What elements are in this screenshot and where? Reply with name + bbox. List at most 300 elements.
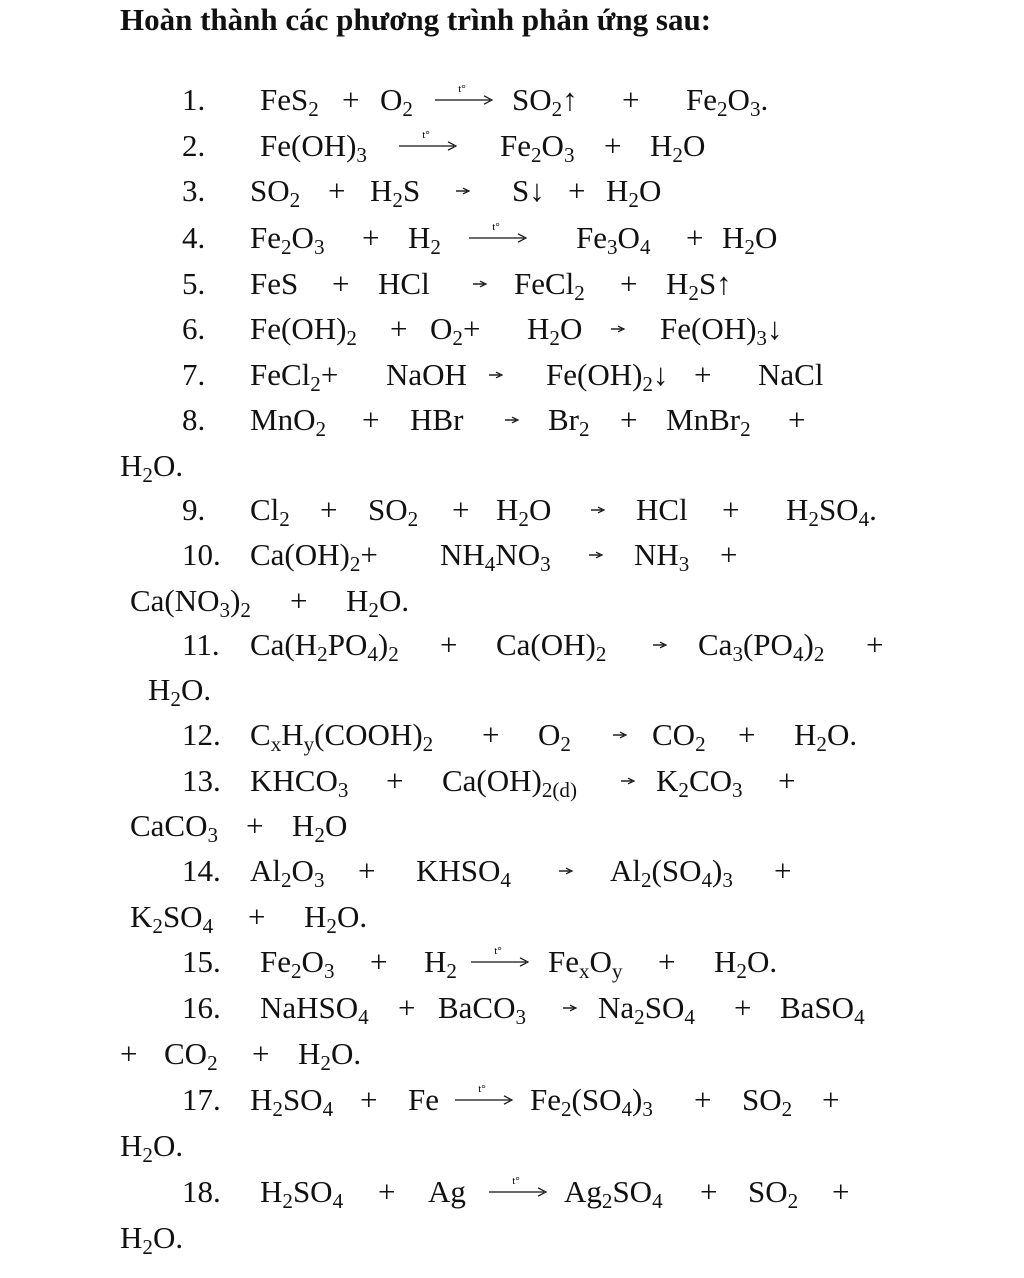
- subscript: 2: [744, 234, 755, 259]
- page-title: Hoàn thành các phương trình phản ứng sau:: [120, 2, 712, 37]
- plus-sign: [622, 80, 639, 120]
- formula: [250, 264, 298, 304]
- formula-part: HCl: [636, 492, 688, 527]
- subscript: 4: [684, 1004, 695, 1029]
- formula-part: K: [130, 899, 153, 934]
- formula-part: +: [332, 266, 350, 301]
- formula-part: Al: [250, 853, 281, 888]
- formula: [666, 264, 732, 304]
- formula-part: +: [290, 583, 308, 618]
- formula-part: ): [632, 1082, 643, 1117]
- arrow-icon: [504, 400, 520, 440]
- formula: [408, 1080, 439, 1120]
- subscript: 2: [272, 1096, 283, 1121]
- formula-part: SO: [282, 1082, 323, 1117]
- subscript: 2: [142, 462, 153, 487]
- formula-part: SO: [818, 492, 859, 527]
- subscript: 2: [816, 731, 827, 756]
- equation-row: [0, 761, 1000, 801]
- formula-part: +: [378, 1174, 396, 1209]
- subscript: 3: [563, 142, 575, 167]
- subscript: 3: [722, 867, 733, 892]
- equation-row: [0, 126, 1000, 166]
- formula: [250, 851, 324, 891]
- formula: [424, 942, 457, 982]
- formula: [380, 80, 413, 120]
- heat-label: t°: [494, 945, 502, 957]
- formula: [634, 535, 689, 575]
- reaction-arrow-heat: [454, 1080, 514, 1120]
- equation-row: [0, 1172, 1000, 1212]
- subscript: 4: [500, 867, 511, 892]
- plus-sign: [832, 1172, 849, 1212]
- subscript: 2: [551, 96, 563, 121]
- formula-part: Ca: [698, 627, 733, 662]
- arrow-icon: [558, 851, 574, 891]
- formula-part: H: [304, 899, 327, 934]
- formula: [527, 309, 582, 349]
- subscript: 2: [317, 641, 328, 666]
- subscript: 4: [484, 551, 496, 576]
- equation-continuation: [0, 806, 1000, 846]
- formula-part: +: [248, 899, 266, 934]
- subscript: 3: [749, 96, 761, 121]
- formula-part: Ca(OH): [442, 763, 542, 798]
- plus-sign: [440, 625, 457, 665]
- formula-part: +: [622, 82, 640, 117]
- formula-part: +: [720, 537, 738, 572]
- formula-part: O: [541, 128, 564, 163]
- plus-sign: [686, 218, 703, 258]
- subscript: 2: [349, 551, 361, 576]
- formula-part: +: [120, 1036, 138, 1071]
- reaction-arrow: [620, 761, 636, 801]
- formula: [650, 126, 705, 166]
- heat-label: t°: [478, 1083, 486, 1095]
- subscript: 2: [388, 641, 399, 666]
- plus-sign: [700, 1172, 717, 1212]
- formula: [794, 715, 857, 755]
- heat-label: t°: [458, 83, 466, 95]
- formula-part: Ca(OH): [496, 627, 596, 662]
- formula-part: Cl: [250, 492, 280, 527]
- formula-part: +: [342, 82, 360, 117]
- formula-part: H: [260, 1174, 283, 1209]
- formula-part: S↓: [512, 173, 545, 208]
- equation-row: [0, 400, 1000, 440]
- subscript: 2: [781, 1096, 793, 1121]
- plus-sign: [738, 715, 755, 755]
- subscript: 2: [672, 142, 683, 167]
- formula: [530, 1080, 653, 1120]
- formula-part: +: [246, 808, 264, 843]
- formula-part: S: [402, 173, 421, 208]
- formula-part: Ag: [428, 1174, 466, 1209]
- formula-part: O: [291, 853, 314, 888]
- formula-part: Fe(OH): [260, 128, 357, 163]
- formula-part: SO: [644, 990, 685, 1025]
- formula: [292, 806, 347, 846]
- formula-part: H: [120, 448, 143, 483]
- formula-part: +: [788, 402, 806, 437]
- formula-part: H: [250, 1082, 273, 1117]
- formula-part: O.: [152, 1128, 184, 1163]
- formula-part: O.: [746, 944, 778, 979]
- subscript: 4: [652, 1188, 663, 1213]
- formula-part: Ca(OH): [250, 537, 350, 572]
- formula: [512, 80, 578, 120]
- formula-part: FeS: [250, 266, 299, 301]
- formula: [120, 1218, 183, 1258]
- formula: [250, 218, 324, 258]
- subscript: 2: [281, 867, 292, 892]
- formula-part: H: [666, 266, 689, 301]
- subscript: 3: [732, 641, 743, 666]
- formula-part: Fe(OH): [660, 311, 757, 346]
- formula-part: HCl: [378, 266, 430, 301]
- formula-part: +: [482, 717, 500, 752]
- formula: [368, 490, 418, 530]
- subscript: 2: [279, 506, 290, 531]
- formula: [130, 897, 213, 937]
- arrow-icon: [588, 535, 604, 575]
- formula-part: +: [778, 763, 796, 798]
- subscript: 3: [219, 597, 231, 622]
- plus-sign: [252, 1034, 269, 1074]
- formula: [576, 218, 650, 258]
- subscript: x: [270, 731, 282, 756]
- formula: [714, 942, 777, 982]
- subscript: 2: [560, 731, 571, 756]
- formula-part: NaOH: [386, 357, 467, 392]
- plus-sign: [788, 400, 805, 440]
- subscript: 2: [574, 280, 585, 305]
- subscript: x: [579, 958, 590, 983]
- reaction-arrow: [558, 851, 574, 891]
- formula-part: O: [291, 220, 314, 255]
- formula-part: O: [617, 220, 640, 255]
- formula: [250, 490, 290, 530]
- formula: [408, 218, 441, 258]
- formula: [742, 1080, 792, 1120]
- arrow-icon: [590, 490, 606, 530]
- formula-part: +: [398, 990, 416, 1025]
- arrow-icon: [470, 942, 530, 982]
- subscript: 2: [531, 142, 542, 167]
- formula-part: +: [738, 717, 756, 752]
- equation-row: [0, 851, 1000, 891]
- formula-part: BaSO: [780, 990, 855, 1025]
- formula-part: +: [774, 853, 792, 888]
- plus-sign: [358, 851, 375, 891]
- formula: [260, 988, 369, 1028]
- formula-part: O: [727, 82, 750, 117]
- formula-part: C: [250, 717, 271, 752]
- formula: [428, 1172, 466, 1212]
- formula-part: SO: [512, 82, 552, 117]
- subscript: 4: [202, 913, 214, 938]
- plus-sign: [778, 761, 795, 801]
- subscript: 2: [281, 234, 292, 259]
- plus-sign: [620, 400, 637, 440]
- equation-number: 16.: [182, 990, 221, 1025]
- formula: [120, 446, 183, 486]
- formula: [686, 80, 768, 120]
- formula: [438, 988, 526, 1028]
- subscript: 3: [323, 958, 335, 983]
- plus-sign: [694, 355, 711, 395]
- formula: [370, 171, 420, 211]
- equation-continuation: [0, 581, 1000, 621]
- formula-part: +: [822, 1082, 840, 1117]
- subscript: 4: [621, 1096, 633, 1121]
- formula: [250, 355, 338, 395]
- formula-part: SO: [250, 173, 290, 208]
- formula-part: O: [301, 944, 324, 979]
- formula-part: (SO: [651, 853, 702, 888]
- formula-part: Fe: [686, 82, 717, 117]
- subscript: 2: [579, 416, 590, 441]
- formula-part: +: [866, 627, 884, 662]
- formula: [250, 400, 326, 440]
- formula: [260, 942, 334, 982]
- subscript: 4: [322, 1096, 334, 1121]
- plus-sign: [370, 942, 387, 982]
- subscript: 3: [540, 551, 551, 576]
- reaction-arrow: [504, 400, 520, 440]
- subscript: 3: [337, 777, 349, 802]
- formula-part: Fe(OH): [250, 311, 347, 346]
- plus-sign: [248, 897, 265, 937]
- plus-sign: [290, 581, 307, 621]
- formula: [250, 715, 433, 755]
- subscript: 4: [858, 506, 870, 531]
- formula-part: FeS: [260, 82, 309, 117]
- arrow-icon: [488, 355, 504, 395]
- subscript: 2: [170, 686, 181, 711]
- formula: [250, 171, 300, 211]
- formula: [514, 264, 585, 304]
- formula-part: FeCl: [250, 357, 311, 392]
- subscript: 2: [308, 96, 319, 121]
- formula: [442, 761, 577, 801]
- formula-part: (COOH): [314, 717, 423, 752]
- formula-part: FeCl: [514, 266, 575, 301]
- formula-part: Br: [548, 402, 579, 437]
- formula-part: +: [362, 220, 380, 255]
- subscript: 2: [310, 371, 321, 396]
- subscript: 2: [289, 187, 301, 212]
- subscript: 2: [595, 641, 607, 666]
- equation-continuation: [0, 1126, 1000, 1166]
- subscript: 2: [628, 187, 639, 212]
- formula-suffix: ↓: [652, 357, 669, 392]
- formula-part: +: [700, 1174, 718, 1209]
- formula: [748, 1172, 798, 1212]
- plus-sign: [694, 1080, 711, 1120]
- arrow-icon: [455, 171, 471, 211]
- subscript: 3: [356, 142, 367, 167]
- subscript: 2: [314, 822, 325, 847]
- formula-part: +: [686, 220, 704, 255]
- formula-part: H: [120, 1128, 143, 1163]
- plus-sign: [320, 490, 337, 530]
- formula-suffix: .: [869, 492, 877, 527]
- formula: [512, 171, 545, 211]
- subscript: 4: [367, 641, 378, 666]
- plus-sign: [734, 988, 751, 1028]
- subscript: 3: [313, 234, 325, 259]
- subscript: 2: [422, 731, 434, 756]
- subscript: 2: [740, 416, 751, 441]
- formula: [250, 761, 348, 801]
- arrow-icon: [488, 1172, 548, 1212]
- formula-part: NH: [440, 537, 485, 572]
- equation-number: 18.: [182, 1174, 221, 1209]
- arrow-icon: [610, 309, 626, 349]
- formula-part: ): [803, 627, 814, 662]
- formula-part: S↑: [698, 266, 732, 301]
- subscript: 3: [756, 325, 767, 350]
- formula: [496, 490, 551, 530]
- reaction-arrow: [455, 171, 471, 211]
- formula: [130, 581, 251, 621]
- equation-continuation: [0, 897, 1000, 937]
- formula: [260, 1172, 343, 1212]
- formula: [538, 715, 571, 755]
- formula-part: CaCO: [130, 808, 208, 843]
- reaction-arrow-heat: [398, 126, 458, 166]
- formula-part: SO: [162, 899, 203, 934]
- formula-part: +: [694, 1082, 712, 1117]
- formula: [786, 490, 877, 530]
- subscript: 2: [642, 371, 653, 396]
- subscript: 4: [701, 867, 713, 892]
- formula-part: Fe: [408, 1082, 439, 1117]
- formula-part: +: [360, 1082, 378, 1117]
- formula-part: +: [252, 1036, 270, 1071]
- subscript: 2: [207, 1050, 218, 1075]
- formula-part: O: [559, 311, 583, 346]
- heat-label: t°: [492, 221, 500, 233]
- subscript: 2: [678, 777, 689, 802]
- arrow-icon: [620, 761, 636, 801]
- plus-sign: [720, 535, 737, 575]
- reaction-arrow: [590, 490, 606, 530]
- formula-part: +: [620, 402, 638, 437]
- formula: [260, 80, 319, 120]
- subscript: 3: [207, 822, 219, 847]
- formula: [120, 1126, 183, 1166]
- plus-sign: [342, 80, 359, 120]
- plus-sign: [604, 126, 621, 166]
- formula-part: MnBr: [666, 402, 741, 437]
- subscript: 2: [601, 1188, 613, 1213]
- formula-part: NH: [634, 537, 679, 572]
- plus-sign: [390, 309, 407, 349]
- formula-part: +: [320, 492, 338, 527]
- plus-sign: [774, 851, 791, 891]
- formula: [386, 355, 467, 395]
- reaction-arrow-heat: [434, 80, 494, 120]
- formula: [500, 126, 574, 166]
- arrow-icon: [562, 988, 578, 1028]
- equation-number: 13.: [182, 763, 221, 798]
- reaction-arrow: [472, 264, 488, 304]
- formula-part: +: [694, 357, 712, 392]
- subscript: 4: [332, 1188, 344, 1213]
- formula-part: O.: [180, 672, 212, 707]
- formula-part: O.: [336, 899, 368, 934]
- subscript: 2: [346, 325, 357, 350]
- subscript: 2: [402, 96, 413, 121]
- formula: [304, 897, 367, 937]
- formula: [722, 218, 777, 258]
- subscript: 4: [639, 234, 651, 259]
- formula-part: O.: [152, 1220, 184, 1255]
- plus-sign: [386, 761, 403, 801]
- plus-sign: [482, 715, 499, 755]
- subscript: 2: [315, 416, 326, 441]
- formula-part: SO: [612, 1174, 653, 1209]
- formula: [250, 309, 357, 349]
- formula-part: +: [620, 266, 638, 301]
- reaction-arrow: [562, 988, 578, 1028]
- formula-part: O.: [378, 583, 410, 618]
- formula-part: MnO: [250, 402, 316, 437]
- formula-part: K: [656, 763, 679, 798]
- subscript: 2: [695, 731, 706, 756]
- formula-part: Fe: [260, 944, 291, 979]
- formula: [430, 309, 480, 349]
- plus-sign: [658, 942, 675, 982]
- arrow-icon: [454, 1080, 514, 1120]
- equation-row: [0, 715, 1000, 755]
- formula-part: +: [370, 944, 388, 979]
- formula-part: Fe: [250, 220, 281, 255]
- equation-row: [0, 490, 1000, 530]
- equation-number: 5.: [182, 266, 206, 301]
- equation-number: 2.: [182, 128, 206, 163]
- subscript: 2: [320, 1050, 331, 1075]
- formula: [610, 851, 733, 891]
- formula-part: NaHSO: [260, 990, 359, 1025]
- formula-part: H: [298, 1036, 321, 1071]
- subscript: 3: [313, 867, 325, 892]
- formula-part: (PO: [742, 627, 793, 662]
- subscript: 2: [142, 1234, 153, 1259]
- equation-number: 15.: [182, 944, 221, 979]
- formula-part: SO: [292, 1174, 333, 1209]
- formula-part: H: [281, 717, 304, 752]
- formula-part: KHCO: [250, 763, 338, 798]
- formula: [148, 670, 211, 710]
- formula-part: Al: [610, 853, 641, 888]
- formula-part: H: [292, 808, 315, 843]
- formula-part: H: [606, 173, 629, 208]
- formula-part: +: [320, 357, 339, 392]
- subscript: 2(d): [541, 777, 577, 802]
- subscript: 2: [518, 506, 529, 531]
- subscript: 2: [392, 187, 403, 212]
- formula-part: H: [527, 311, 550, 346]
- formula-part: Fe: [576, 220, 607, 255]
- equation-number: 7.: [182, 357, 206, 392]
- equation-number: 4.: [182, 220, 206, 255]
- formula: [548, 400, 590, 440]
- formula-part: ): [712, 853, 723, 888]
- arrow-icon: [612, 715, 628, 755]
